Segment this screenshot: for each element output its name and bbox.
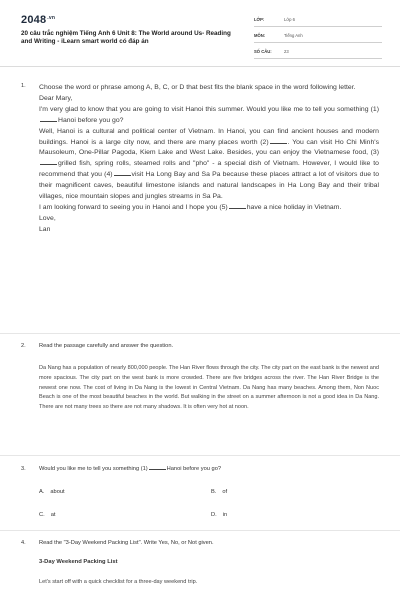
- question-instruction: Read the "3-Day Weekend Packing List". Write Yes, No, or Not given.: [39, 540, 214, 546]
- letter-paragraph-1: [39, 105, 379, 127]
- logo-suffix: .vn: [47, 15, 56, 21]
- meta-label-question-count: SỐ CÂU:: [254, 49, 272, 54]
- question-body: [39, 343, 379, 413]
- blank-3: [40, 163, 57, 165]
- meta-value-subject: Tiếng Anh: [284, 33, 303, 38]
- meta-row-class: [254, 14, 382, 27]
- letter-text: I'm very glad to know that you are going to visit Hanoi this summer. Would you like me to tell you something (1): [39, 105, 379, 113]
- question-body: [39, 466, 379, 518]
- logo-text: 2048: [21, 14, 47, 26]
- letter-salutation: Dear Mary,: [39, 94, 73, 102]
- meta-value-question-count: 23: [284, 49, 289, 54]
- option-letter: C.: [39, 512, 45, 518]
- letter-text: Hanoi before you go?: [58, 116, 124, 124]
- question-separator: [0, 455, 400, 456]
- blank-2: [270, 142, 287, 144]
- packing-list-heading: 3-Day Weekend Packing List: [39, 559, 118, 565]
- letter-closing: Love,: [39, 214, 56, 222]
- question-separator: [0, 530, 400, 531]
- meta-label-subject: MÔN:: [254, 33, 266, 38]
- question-body: [39, 83, 379, 236]
- option-text: of: [222, 489, 228, 495]
- packing-list-intro: Let's start off with a quick checklist for a three-day weekend trip.: [39, 579, 198, 585]
- option-c[interactable]: [39, 512, 55, 518]
- meta-value-class: Lớp 6: [284, 17, 295, 22]
- page-header: [0, 0, 400, 64]
- question-number: 2.: [21, 343, 26, 349]
- question-text-part: Would you like me to tell you something (1): [39, 466, 148, 472]
- option-letter: D.: [211, 512, 217, 518]
- question-separator: [0, 333, 400, 334]
- letter-text: I am looking forward to seeing you in Hanoi and I hope you (5): [39, 203, 228, 211]
- meta-label-class: LỚP:: [254, 17, 265, 22]
- meta-row-subject: [254, 30, 382, 43]
- question-instruction: Choose the word or phrase among A, B, C, or D that best fits the blank space in the word following letter.: [39, 84, 356, 91]
- blank-1: [149, 468, 166, 470]
- question-number: 1.: [21, 83, 26, 89]
- question-body: [39, 540, 379, 585]
- question-text-part: Hanoi before you go?: [166, 466, 222, 472]
- question-number: 3.: [21, 466, 26, 472]
- option-text: in: [222, 512, 228, 518]
- option-letter: B.: [211, 489, 217, 495]
- option-text: at: [50, 512, 56, 518]
- reading-passage: Da Nang has a population of nearly 800,000 people. The Han River flows through the city. The city part on the east bank is the newest and more spacious. The city part on the west bank is more crowded. There are five bridges across the river. The Han River Bridge is the newest one now. The cost of living in Da Nang is the lowest in Central Vietnam. Da Nang has many beaches. Among them, Non Nuoc Beach is one of the most beautiful beaches in the world. But walking in the street on a summer afternoon is not a good idea in Da Nang. There are not many trees so there are not many shadows. It is often very hot at noon.: [39, 365, 379, 411]
- option-d[interactable]: [211, 512, 227, 518]
- letter-text: have a nice holiday in Vietnam.: [246, 203, 342, 211]
- blank-1: [40, 120, 57, 122]
- option-b[interactable]: [211, 489, 227, 495]
- site-logo[interactable]: [21, 14, 55, 26]
- letter-text: grilled fish, spring rolls, steamed rolls and "pho" - a special dish of Vietnam. However, I would like to recommend that you (4): [39, 160, 379, 179]
- document-meta: [254, 14, 382, 62]
- question-text: [39, 466, 379, 472]
- question-instruction: Read the passage carefully and answer the question.: [39, 343, 174, 349]
- question-number: 4.: [21, 540, 26, 546]
- letter-text: Well, Hanoi is a cultural and political center of Vietnam. In Hanoi, you can find ancient houses and modern buildings. Hanoi is a large city now, and there are many places worth (2): [39, 127, 379, 146]
- letter-signature: Lan: [39, 225, 51, 233]
- blank-4: [114, 174, 131, 176]
- header-divider: [0, 66, 400, 67]
- option-letter: A.: [39, 489, 45, 495]
- letter-text: . You can visit Ho Chi Minh's Mausoleum, One-Pillar Pagoda, Kiem Lake and West Lake. Besides, you can enjoy the Vietnamese food, (3): [39, 138, 380, 157]
- letter-text: visit Ha Long Bay and Sa Pa because these places attract a lot of visitors due to their magnificent caves, beautiful limestone islands and natural landscapes in Ha Long Bay and their tribal villages, nice mountain slopes and jungles streams in Sa Pa.: [39, 171, 379, 201]
- letter-paragraph-2: [39, 127, 379, 203]
- blank-5: [229, 207, 246, 209]
- option-a[interactable]: [39, 489, 65, 495]
- option-text: about: [50, 489, 65, 495]
- letter-paragraph-3: [39, 203, 379, 214]
- document-title: 20 câu trắc nghiệm Tiếng Anh 6 Unit 8: The World around Us- Reading and Writing - iLearn smart world có đáp án: [21, 30, 231, 45]
- meta-row-question-count: [254, 46, 382, 59]
